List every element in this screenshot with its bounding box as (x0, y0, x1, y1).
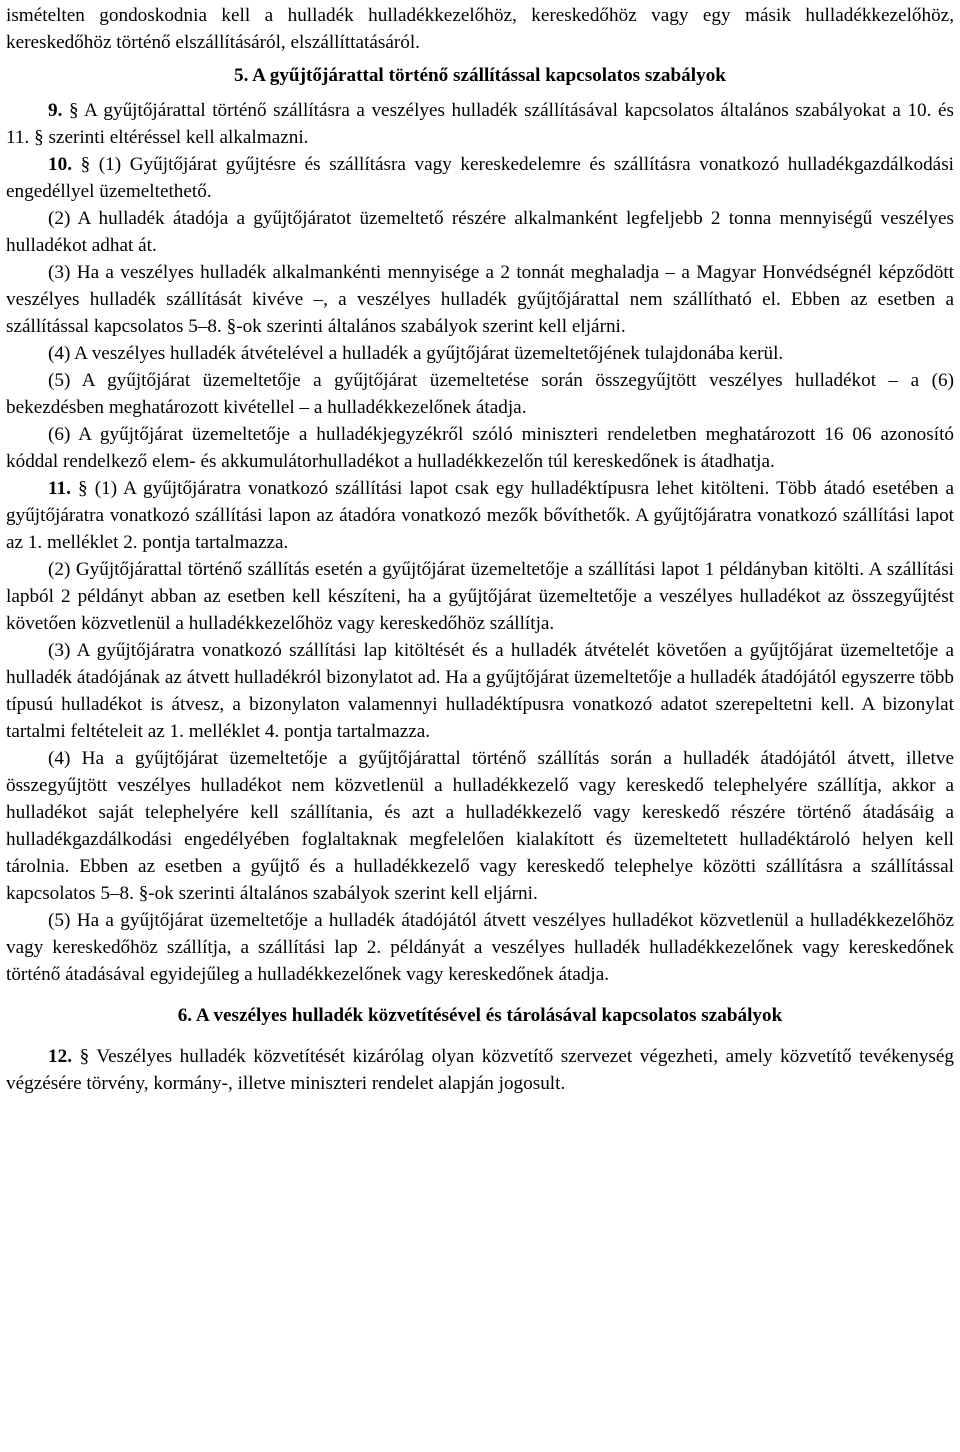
paragraph-12-number: 12. (48, 1046, 72, 1067)
paragraph-10-4: (4) A veszélyes hulladék átvételével a hulladék a gyűjtőjárat üzemeltetőjének tulajdonába kerül. (48, 343, 784, 364)
paragraph-11-4: (4) Ha a gyűjtőjárat üzemeltetője a gyűjtőjárattal történő szállítás során a hulladék átadójától átvett, illetve összegyűjtött veszélyes hulladékot nem közvetlenül a hulladékkezelő vagy kereskedő telephelyére szállítja, akkor a hulladékot saját telephelyére kell szállítania, és azt a hulladékkezelő vagy kereskedő részére történő átadásáig a hulladékgazdálkodási engedélyében foglaltaknak megfelelően kialakított és üzemeltetett hulladéktároló helyen kell tárolnia. Ebben az esetben a gyűjtő és a hulladékkezelő vagy kereskedő telephelye közötti szállításra a szállítással kapcsolatos 5–8. §-ok szerinti általános szabályok szerint kell eljárni. (6, 748, 954, 904)
paragraph-11-number: 11. (48, 478, 71, 499)
paragraph-11-3: (3) A gyűjtőjáratra vonatkozó szállítási lap kitöltését és a hulladék átvételét követően a gyűjtőjárat üzemeltetője a hulladék átadójának az átvett hulladékról bizonylatot ad. Ha a gyűjtőjárat üzemeltetője a hulladék átadójától egyszerre több típusú hulladékot is átvesz, a bizonylaton valamennyi hulladéktípusra vonatkozó adatot szerepeltetni kell. A bizonylat tartalmi feltételeit az 1. melléklet 4. pontja tartalmazza. (6, 640, 954, 742)
paragraph-10-number: 10. (48, 154, 72, 175)
paragraph-9-text: § A gyűjtőjárattal történő szállításra a veszélyes hulladék szállításával kapcsolatos általános szabályokat a 10. és 11. § szerinti eltéréssel kell alkalmazni. (6, 100, 954, 148)
paragraph-10-1-text: § (1) Gyűjtőjárat gyűjtésre és szállításra vagy kereskedelemre és szállításra vonatkozó hulladékgazdálkodási engedéllyel üzemeltethető. (6, 154, 954, 202)
paragraph-9-number: 9. (48, 100, 63, 121)
paragraph-11-5: (5) Ha a gyűjtőjárat üzemeltetője a hulladék átadójától átvett veszélyes hulladékot közvetlenül a hulladékkezelőhöz vagy kereskedőhöz szállítja, a szállítási lap 2. példányát a veszélyes hulladék hulladékkezelőnek vagy kereskedőnek történő átadásával egyidejűleg a hulladékkezelőnek vagy kereskedőnek átadja. (6, 910, 954, 985)
paragraph-10-6: (6) A gyűjtőjárat üzemeltetője a hulladékjegyzékről szóló miniszteri rendeletben meghatározott 16 06 azonosító kóddal rendelkező elem- és akkumulátorhulladékot a hulladékkezelőn túl kereskedőnek is átadhatja. (6, 424, 954, 472)
paragraph-10-5: (5) A gyűjtőjárat üzemeltetője a gyűjtőjárat üzemeltetése során összegyűjtött veszélyes hulladékot – a (6) bekezdésben meghatározott kivétellel – a hulladékkezelőnek átadja. (6, 370, 954, 418)
section-6-heading: 6. A veszélyes hulladék közvetítésével és tárolásával kapcsolatos szabályok (177, 1005, 783, 1026)
paragraph-12-text: § Veszélyes hulladék közvetítését kizárólag olyan közvetítő szervezet végezheti, amely közvetítő tevékenység végzésére törvény, kormány-, illetve miniszteri rendelet alapján jogosult. (6, 1046, 954, 1094)
paragraph-12 (6, 1043, 954, 1097)
intro-paragraph: ismételten gondoskodnia kell a hulladék hulladékkezelőhöz, kereskedőhöz vagy egy másik hulladékkezelőhöz, kereskedőhöz történő elszállításáról, elszállíttatásáról. (6, 5, 954, 53)
paragraph-11-1-text: § (1) A gyűjtőjáratra vonatkozó szállítási lapot csak egy hulladéktípusra lehet kitölteni. Több átadó esetében a gyűjtőjáratra vonatkozó szállítási lapon az átadóra vonatkozó mezők bővíthetők. A gyűjtőjáratra vonatkozó szállítási lapot az 1. melléklet 2. pontja tartalmazza. (6, 478, 954, 553)
paragraph-9 (6, 97, 954, 151)
paragraph-11-2: (2) Gyűjtőjárattal történő szállítás esetén a gyűjtőjárat üzemeltetője a szállítási lapot 1 példányban kitölti. A szállítási lapból 2 példányt abban az esetben kell készíteni, ha a gyűjtőjárat üzemeltetője a veszélyes hulladékot az összegyűjtést követően közvetlenül a hulladékkezelőhöz vagy kereskedőhöz szállítja. (6, 559, 954, 634)
section-5-heading: 5. A gyűjtőjárattal történő szállítással kapcsolatos szabályok (234, 65, 726, 86)
paragraph-10-2: (2) A hulladék átadója a gyűjtőjáratot üzemeltető részére alkalmanként legfeljebb 2 tonna mennyiségű veszélyes hulladékot adhat át. (6, 208, 954, 256)
paragraph-10-1 (6, 151, 954, 205)
paragraph-10-3: (3) Ha a veszélyes hulladék alkalmankénti mennyisége a 2 tonnát meghaladja – a Magyar Honvédségnél képződött veszélyes hulladék szállítását kivéve –, a veszélyes hulladék gyűjtőjárattal nem szállítható el. Ebben az esetben a szállítással kapcsolatos 5–8. §-ok szerinti általános szabályok szerint kell eljárni. (6, 262, 954, 337)
paragraph-11-1 (6, 475, 954, 556)
